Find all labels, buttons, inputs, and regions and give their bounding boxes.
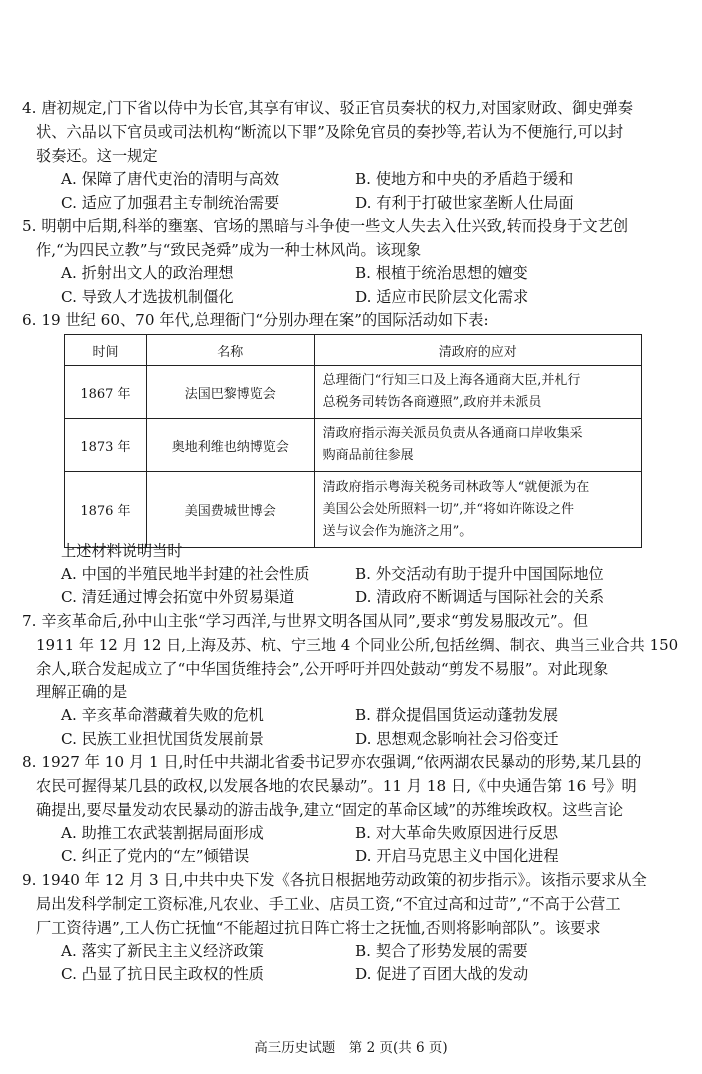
response-line: 美国公会处所照料一切”,并“将如许陈设之件 <box>322 501 574 517</box>
response-line: 送与议会作为施济之用”。 <box>322 523 473 539</box>
q5-line-2: 作,“为四民立教”与“致民尧舜”成为一种士林风尚。该现象 <box>36 241 422 259</box>
q5-option-a: A. 折射出文人的政治理想 <box>61 264 234 282</box>
q6-stem: 上述材料说明当时 <box>61 542 183 560</box>
activities-table <box>64 334 642 548</box>
q8-option-b: B. 对大革命失败原因进行反思 <box>355 824 559 842</box>
q9-line-2: 局出发科学制定工资标准,凡农业、手工业、店员工资,“不宜过高和过苛”,“不高于公营工 <box>36 895 621 913</box>
q7-line-2: 1911 年 12 月 12 日,上海及苏、杭、宁三地 4 个同业公所,包括丝绸、制衣、典当三业合共 150 <box>36 636 679 654</box>
q8-line-2: 农民可握得某几县的政权,以发展各地的农民暴动”。11 月 18 日,《中央通告第 16 号》明 <box>36 777 637 795</box>
q4-line-2: 状、六品以下官员或司法机构“断流以下罪”及除免官员的奏抄等,若认为不便施行,可以封 <box>36 123 624 141</box>
table-row <box>65 472 642 548</box>
table-row <box>65 419 642 472</box>
response-line: 总理衙门“行知三口及上海各通商大臣,并札行 <box>322 373 581 388</box>
row-name: 美国费城世博会 <box>146 472 314 548</box>
header-name: 名称 <box>146 335 314 366</box>
q5-option-b: B. 根植于统治思想的嬗变 <box>355 264 528 282</box>
q4-line-1: 4. 唐初规定,门下省以侍中为长官,其享有审议、驳正官员奏状的权力,对国家财政、御史弹奏 <box>22 99 633 117</box>
q9-option-a: A. 落实了新民主主义经济政策 <box>61 942 264 960</box>
q9-line-3: 厂工资待遇”,工人伤亡抚恤“不能超过抗日阵亡将士之抚恤,否则将影响部队”。该要求 <box>36 919 601 937</box>
row-year: 1867 年 <box>65 366 147 419</box>
q4-option-d: D. 有利于打破世家垄断人仕局面 <box>355 194 574 212</box>
row-name: 奥地利维也纳博览会 <box>146 419 314 472</box>
row-name: 法国巴黎博览会 <box>146 366 314 419</box>
q6-option-c: C. 清廷通过博会拓宽中外贸易渠道 <box>61 588 295 606</box>
q4-option-c: C. 适应了加强君主专制统治需要 <box>61 194 280 212</box>
q7-option-b: B. 群众提倡国货运动蓬勃发展 <box>355 706 559 724</box>
table-row <box>65 366 642 419</box>
header-response: 清政府的应对 <box>314 335 641 366</box>
q7-line-1: 7. 辛亥革命后,孙中山主张“学习西洋,与世界文明各国从同”,要求“剪发易服改元”。但 <box>22 612 589 630</box>
q8-option-c: C. 纠正了党内的“左”倾错误 <box>61 847 250 865</box>
q7-line-3: 余人,联合发起成立了“中华国货维持会”,公开呼吁并四处鼓动“剪发不易服”。对此现象 <box>36 660 609 678</box>
q7-option-d: D. 思想观念影响社会习俗变迁 <box>355 730 559 748</box>
q8-option-a: A. 助推工农武装割据局面形成 <box>61 824 264 842</box>
row-year: 1876 年 <box>65 472 147 548</box>
q6-option-a: A. 中国的半殖民地半封建的社会性质 <box>61 565 310 583</box>
q4-option-b: B. 使地方和中央的矛盾趋于缓和 <box>355 170 574 188</box>
response-line: 购商品前往参展 <box>322 448 414 463</box>
page-footer: 高三历史试题 第 2 页(共 6 页) <box>254 1040 448 1056</box>
q4-option-a: A. 保障了唐代吏治的清明与高效 <box>61 170 280 188</box>
q9-option-d: D. 促进了百团大战的发动 <box>355 965 529 983</box>
response-line: 清政府指示海关派员负责从各通商口岸收集采 <box>322 426 583 441</box>
q4-line-3: 驳奏还。这一规定 <box>36 147 158 165</box>
q9-option-c: C. 凸显了抗日民主政权的性质 <box>61 965 264 983</box>
q7-line-4: 理解正确的是 <box>36 683 128 701</box>
q9-line-1: 9. 1940 年 12 月 3 日,中共中央下发《各抗日根据地劳动政策的初步指示》。该指示要求从全 <box>22 871 647 889</box>
q6-option-b: B. 外交活动有助于提升中国国际地位 <box>355 565 604 583</box>
table-header-row <box>65 335 642 366</box>
q6-intro: 6. 19 世纪 60、70 年代,总理衙门“分别办理在案”的国际活动如下表: <box>22 311 489 329</box>
q5-option-c: C. 导致人才选拔机制僵化 <box>61 288 234 306</box>
q7-option-c: C. 民族工业担忧国货发展前景 <box>61 730 264 748</box>
row-year: 1873 年 <box>65 419 147 472</box>
q5-option-d: D. 适应市民阶层文化需求 <box>355 288 529 306</box>
response-line: 清政府指示粤海关税务司林政等人“就便派为在 <box>322 479 590 495</box>
row-response <box>314 366 641 419</box>
row-response <box>314 419 641 472</box>
q8-option-d: D. 开启马克思主义中国化进程 <box>355 847 559 865</box>
q5-line-1: 5. 明朝中后期,科举的壅塞、官场的黑暗与斗争使一些文人失去入仕兴致,转而投身于文艺创 <box>22 217 629 235</box>
header-time: 时间 <box>65 335 147 366</box>
q6-option-d: D. 清政府不断调适与国际社会的关系 <box>355 588 605 606</box>
response-line: 总税务司转饬各商遵照”,政府并未派员 <box>322 395 542 410</box>
q8-line-1: 8. 1927 年 10 月 1 日,时任中共湖北省委书记罗亦农强调,“依两湖农民暴动的形势,某几县的 <box>22 753 642 771</box>
q9-option-b: B. 契合了形势发展的需要 <box>355 942 528 960</box>
q8-line-3: 确提出,要尽量发动农民暴动的游击战争,建立“固定的革命区域”的苏维埃政权。这些言论 <box>36 801 624 819</box>
row-response <box>314 472 641 548</box>
q7-option-a: A. 辛亥革命潜藏着失败的危机 <box>61 706 264 724</box>
